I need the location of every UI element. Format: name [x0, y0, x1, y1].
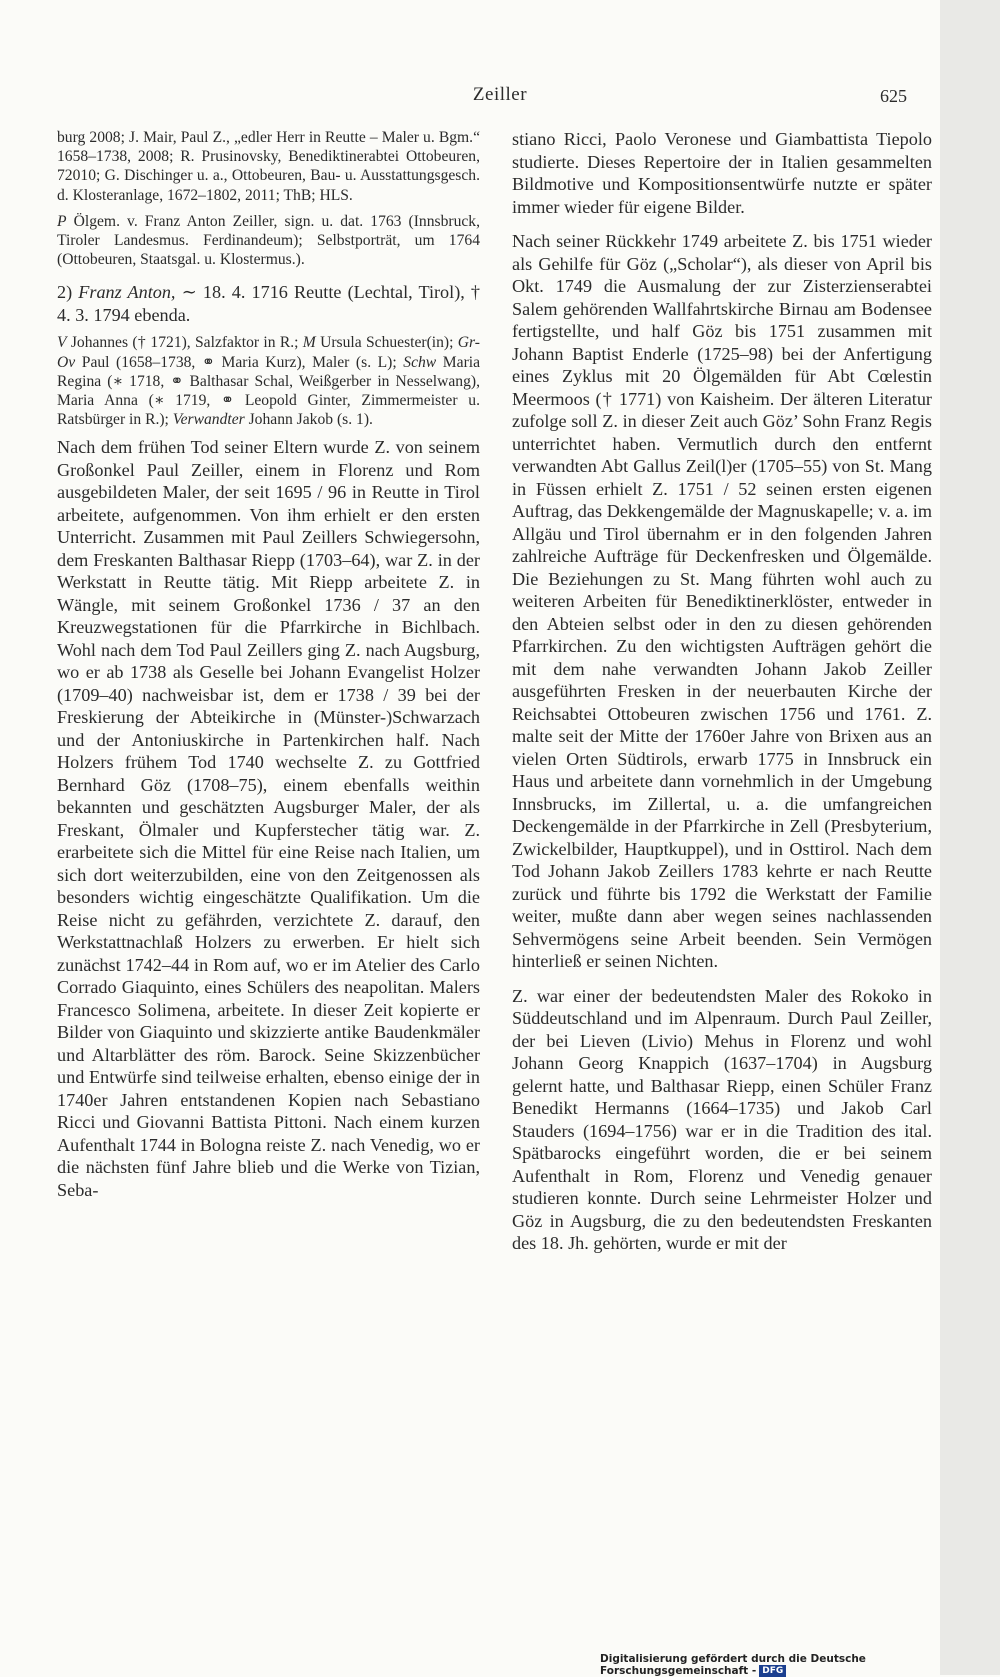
- genealogy-label-father: V: [57, 334, 67, 352]
- genealogy-label-mother: M: [302, 334, 316, 352]
- running-head-title: Zeiller: [472, 84, 528, 105]
- digitization-footer: [600, 1653, 1000, 1677]
- footer-text: Digitalisierung gefördert durch die Deutsche Forschungsgemeinschaft -: [600, 1653, 866, 1677]
- biography-paragraph-2: stiano Ricci, Paolo Veronese und Giambattista Tiepolo studierte. Dieses Repertoire der in Italien gesammelten Bildmotive und Kompositionsentwürfe nutzte er später immer wieder für eigene Bilder.: [512, 129, 932, 217]
- entry-heading: [57, 281, 480, 326]
- genealogy-label-granduncle: Gr-Ov: [57, 334, 480, 371]
- entry-number: 2): [57, 282, 73, 303]
- scan-margin-strip: [940, 0, 1000, 1675]
- portraits-label: P: [57, 212, 67, 230]
- genealogy-sisters: Maria Regina (∗ 1718, ⚭ Balthasar Schal, Weißgerber in Nesselwang), Maria Anna (∗ 1719, ⚭ Leopold Ginter, Zimmermeister u. Ratsbürger in R.);: [57, 353, 481, 429]
- entry-dates: ∼ 18. 4. 1716 Reutte (Lechtal, Tirol), † 4. 3. 1794 ebenda.: [57, 282, 480, 325]
- portraits-section: [57, 212, 480, 270]
- genealogy-relative: Johann Jakob (s. 1).: [248, 411, 373, 429]
- genealogy-label-sisters: Schw: [403, 353, 437, 371]
- genealogy-father: Johannes († 1721), Salzfaktor in R.;: [70, 334, 299, 352]
- genealogy-label-relative: Verwandter: [172, 411, 245, 429]
- biography-paragraph-3: Nach seiner Rückkehr 1749 arbeitete Z. bis 1751 wieder als Gehilfe für Göz („Scholar“), als dieser von April bis Okt. 1749 die Ausmalung der zur Zisterzienserabtei Salem gehörenden Wallfahrtskirche Birnau am Bodensee fertigstellte, und half Göz bis 1751 zusammen mit Johann Baptist Enderle (1725–98) bei der Anfertigung eines Zyklus mit 20 Ölgemälden für Abt Cœlestin Meermoos († 1771) von Kaisheim. Der älteren Literatur zufolge soll Z. in dieser Zeit auch Göz’ Sohn Franz Regis unterrichtet haben. Vermutlich durch den entfernt verwandten Abt Gallus Zeil(l)er (1705–55) von St. Mang in Füssen erhielt Z. 1751 / 52 seinen ersten eigenen Auftrag, das Dekkengemälde der Magnuskapelle; v. a. im Allgäu und Tirol übernahm er in den folgenden Jahren zahlreiche Aufträge für Deckenfresken und Ölgemälde. Die Beziehungen zu St. Mang führten wohl auch zu weiteren Arbeiten für Benediktinerklöster, entweder in den Abteien selbst oder in den zu diesen gehörenden Pfarrkirchen. Zu den wichtigsten Aufträgen gehört die mit dem nahe verwandten Johann Jakob Zeiller ausgeführten Fresken in der neuerbauten Kirche der Reichsabtei Ottobeuren zwischen 1756 und 1761. Z. malte seit der Mitte der 1760er Jahre von Brixen aus an vielen Orten Südtirols, erwarb 1775 in Innsbruck ein Haus und arbeitete dann vornehmlich in der Umgebung Innsbrucks, im Zillertal, u. a. die umfangreichen Deckengemälde in der Pfarrkirche in Zell (Presbyterium, Zwickelbilder, Hauptkuppel), und in Osttirol. Nach dem Tod Johann Jakob Zeillers 1783 kehrte er nach Reutte zurück und führte bis 1792 die Werkstatt der Familie weiter, mußte dann aber wegen seines nachlassenden Sehvermögens seine Arbeit beenden. Sein Vermögen hinterließ er seinen Nichten.: [512, 231, 932, 971]
- portraits-text: Ölgem. v. Franz Anton Zeiller, sign. u. dat. 1763 (Innsbruck, Tiroler Landesmus. Ferdinandeum); Selbstporträt, um 1764 (Ottobeuren, Staatsgal. u. Klostermus.).: [57, 212, 481, 269]
- bibliography-continuation: burg 2008; J. Mair, Paul Z., „edler Herr in Reutte – Maler u. Bgm.“ 1658–1738, 2008; R. Prusinovsky, Benediktinerabtei Ottobeuren, 72010; G. Dischinger u. a., Ottobeuren, Bau- u. Ausstattungsgesch. d. Klosteranlage, 1672–1802, 2011; ThB; HLS.: [57, 129, 480, 204]
- entry-name: Franz Anton,: [78, 282, 176, 303]
- genealogy-granduncle: Paul (1658–1738, ⚭ Maria Kurz), Maler (s. L);: [81, 353, 397, 371]
- left-column: [57, 128, 480, 1201]
- dfg-logo: DFG: [759, 1665, 786, 1677]
- page-number: 625: [880, 86, 907, 106]
- genealogy-mother: Ursula Schuester(in);: [320, 334, 454, 352]
- biography-paragraph-4: Z. war einer der bedeutendsten Maler des Rokoko in Süddeutschland und im Alpenraum. Durch Paul Zeiller, der bei Lieven (Livio) Mehus in Florenz und wohl Johann Georg Knappich (1637–1704) in Augsburg gelernt hatte, und Balthasar Riepp, einen Schüler Franz Benedikt Hermanns (1664–1735) und Jakob Carl Stauders (1694–1756) war er in die Tradition des ital. Spätbarocks eingeführt worden, die er bei seinem Aufenthalt in Rom, Florenz und Venedig genauer studieren konnte. Durch seine Lehrmeister Holzer und Göz in Augsburg, die zu den bedeutendsten Freskanten des 18. Jh. gehörten, wurde er mit der: [512, 985, 932, 1253]
- genealogy-section: [57, 333, 480, 429]
- right-column: [512, 128, 932, 1255]
- biography-paragraph-1: Nach dem frühen Tod seiner Eltern wurde Z. von seinem Großonkel Paul Zeiller, einem in Florenz und Rom ausgebildeten Maler, der seit 1695 / 96 in Reutte in Tirol arbeitete, aufgenommen. Von ihm erhielt er den ersten Unterricht. Zusammen mit Paul Zeillers Schwiegersohn, dem Freskanten Balthasar Riepp (1703–64), war Z. in der Werkstatt in Reutte tätig. Mit Riepp arbeitete Z. in Wängle, mit seinem Großonkel 1736 / 37 an den Kreuzwegstationen für die Pfarrkirche in Bichlbach. Wohl nach dem Tod Paul Zeillers ging Z. nach Augsburg, wo er ab 1738 als Geselle bei Johann Evangelist Holzer (1709–40) nachweisbar ist, dem er 1738 / 39 bei der Freskierung der Abteikirche in (Münster-)Schwarzach und der Antoniuskirche in Partenkirchen half. Nach Holzers frühem Tod 1740 wechselte Z. zu Gottfried Bernhard Göz (1708–75), einem ebenfalls weithin bekannten und geschätzten Augsburger Maler, der als Freskant, Ölmaler und Kupferstecher tätig war. Z. erarbeitete sich die Mittel für eine Reise nach Italien, um sich dort weiterzubilden, eine von den Zeitgenossen als besonders wichtig eingeschätzte Qualifikation. Um die Reise nicht zu gefährden, verzichtete Z. darauf, den Werkstattnachlaß Holzers zu erwerben. Er hielt sich zunächst 1742–44 in Rom auf, wo er im Atelier des Carlo Corrado Giaquinto, eines Schülers des neapolitan. Malers Francesco Solimena, arbeitete. In dieser Zeit kopierte er Bilder von Giaquinto und skizzierte antike Baudenkmäler und Altarblätter des röm. Barock. Seine Skizzenbücher und Entwürfe sind teilweise erhalten, ebenso einige der in 1740er Jahren entstandenen Kopien nach Sebastiano Ricci und Giovanni Battista Pittoni. Nach einem kurzen Aufenthalt 1744 in Bologna reiste Z. nach Venedig, wo er die nächsten fünf Jahre blieb und die Werke von Tizian, Seba-: [57, 437, 480, 1200]
